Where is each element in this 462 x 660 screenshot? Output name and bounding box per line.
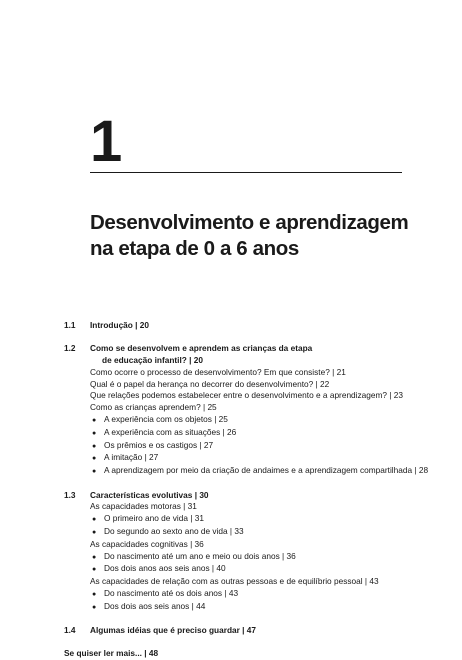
bullet-icon: ● bbox=[92, 516, 97, 524]
bullet-icon: ● bbox=[92, 429, 97, 437]
chapter-title bbox=[90, 210, 420, 262]
toc-bullet-entry bbox=[90, 551, 424, 564]
bullet-icon: ● bbox=[92, 468, 97, 476]
chapter-title-line: Desenvolvimento e aprendizagem bbox=[90, 211, 409, 234]
chapter-divider bbox=[90, 172, 402, 173]
chapter-title-line: na etapa de 0 a 6 anos bbox=[90, 237, 299, 260]
toc-entry-text: O primeiro ano de vida | 31 bbox=[104, 513, 204, 524]
bullet-icon: ● bbox=[92, 553, 97, 561]
bullet-icon: ● bbox=[92, 528, 97, 536]
toc-bullet-entry bbox=[90, 452, 424, 465]
toc-bullet-entry bbox=[90, 440, 424, 453]
section-title: Características evolutivas | 30 bbox=[90, 489, 209, 500]
bullet-icon: ● bbox=[92, 455, 97, 463]
section-heading bbox=[64, 343, 424, 367]
bullet-icon: ● bbox=[92, 442, 97, 450]
section-title-line: Como se desenvolvem e aprendem as crianças da etapa bbox=[90, 343, 313, 354]
toc-section-1-4 bbox=[64, 625, 424, 637]
toc-bullet-entry bbox=[90, 601, 424, 614]
section-title bbox=[90, 343, 424, 367]
section-title-continuation: de educação infantil? | 20 bbox=[102, 355, 203, 366]
bullet-icon: ● bbox=[92, 603, 97, 611]
toc-entry: As capacidades cognitivas | 36 bbox=[90, 538, 204, 549]
toc-entry-text: Dos dois anos aos seis anos | 40 bbox=[104, 563, 226, 574]
toc-entry-text: Do segundo ao sexto ano de vida | 33 bbox=[104, 525, 244, 536]
toc-entry-text: Do nascimento até um ano e meio ou dois anos | 36 bbox=[104, 550, 296, 561]
section-number: 1.3 bbox=[64, 489, 76, 500]
bullet-icon: ● bbox=[92, 566, 97, 574]
toc-entry-text: A experiência com os objetos | 25 bbox=[104, 414, 228, 425]
toc-entry: Como ocorre o processo de desenvolvimento? Em que consiste? | 21 bbox=[90, 366, 346, 377]
toc-bullet-entry bbox=[90, 513, 424, 526]
toc-entry-text: Do nascimento até os dois anos | 43 bbox=[104, 587, 239, 598]
toc-entry-text: A experiência com as situações | 26 bbox=[104, 426, 237, 437]
section-entries bbox=[64, 366, 429, 478]
section-heading bbox=[64, 625, 424, 637]
toc-entry: Como as crianças aprendem? | 25 bbox=[90, 402, 217, 413]
section-number: 1.4 bbox=[64, 625, 76, 636]
bullet-icon: ● bbox=[92, 590, 97, 598]
toc-entry: Qual é o papel da herança no decorrer do desenvolvimento? | 22 bbox=[90, 378, 330, 389]
toc-bullet-entry bbox=[90, 563, 424, 576]
section-number: 1.2 bbox=[64, 343, 76, 354]
toc-entry-text: Os prêmios e os castigos | 27 bbox=[104, 439, 214, 450]
section-heading bbox=[64, 320, 424, 332]
section-heading bbox=[64, 490, 424, 502]
further-reading: Se quiser ler mais... | 48 bbox=[64, 648, 159, 659]
toc-entry-text: A aprendizagem por meio da criação de andaimes e a aprendizagem compartilhada | 28 bbox=[104, 465, 429, 476]
toc-bullet-entry bbox=[90, 414, 424, 427]
section-title: Introdução | 20 bbox=[90, 320, 150, 330]
toc-bullet-entry bbox=[90, 588, 424, 601]
toc-section-1-1 bbox=[64, 320, 424, 332]
section-number: 1.1 bbox=[64, 320, 76, 330]
toc-entry: As capacidades motoras | 31 bbox=[90, 501, 197, 512]
toc-bullet-entry bbox=[90, 526, 424, 539]
toc-entry: Que relações podemos estabelecer entre o desenvolvimento e a aprendizagem? | 23 bbox=[90, 390, 404, 401]
toc-section-1-3 bbox=[64, 490, 424, 614]
toc-section-1-2 bbox=[64, 343, 429, 478]
toc-entry: As capacidades de relação com as outras pessoas e de equilíbrio pessoal | 43 bbox=[90, 576, 379, 587]
section-title: Algumas idéias que é preciso guardar | 47 bbox=[90, 625, 257, 636]
toc-entry-text: Dos dois aos seis anos | 44 bbox=[104, 600, 206, 611]
toc-bullet-entry bbox=[90, 427, 424, 440]
toc-entry-text: A imitação | 27 bbox=[104, 452, 159, 463]
bullet-icon: ● bbox=[92, 417, 97, 425]
chapter-number: 1 bbox=[90, 109, 123, 174]
section-entries bbox=[64, 501, 424, 613]
table-of-contents bbox=[64, 320, 429, 660]
toc-bullet-entry bbox=[90, 465, 429, 478]
